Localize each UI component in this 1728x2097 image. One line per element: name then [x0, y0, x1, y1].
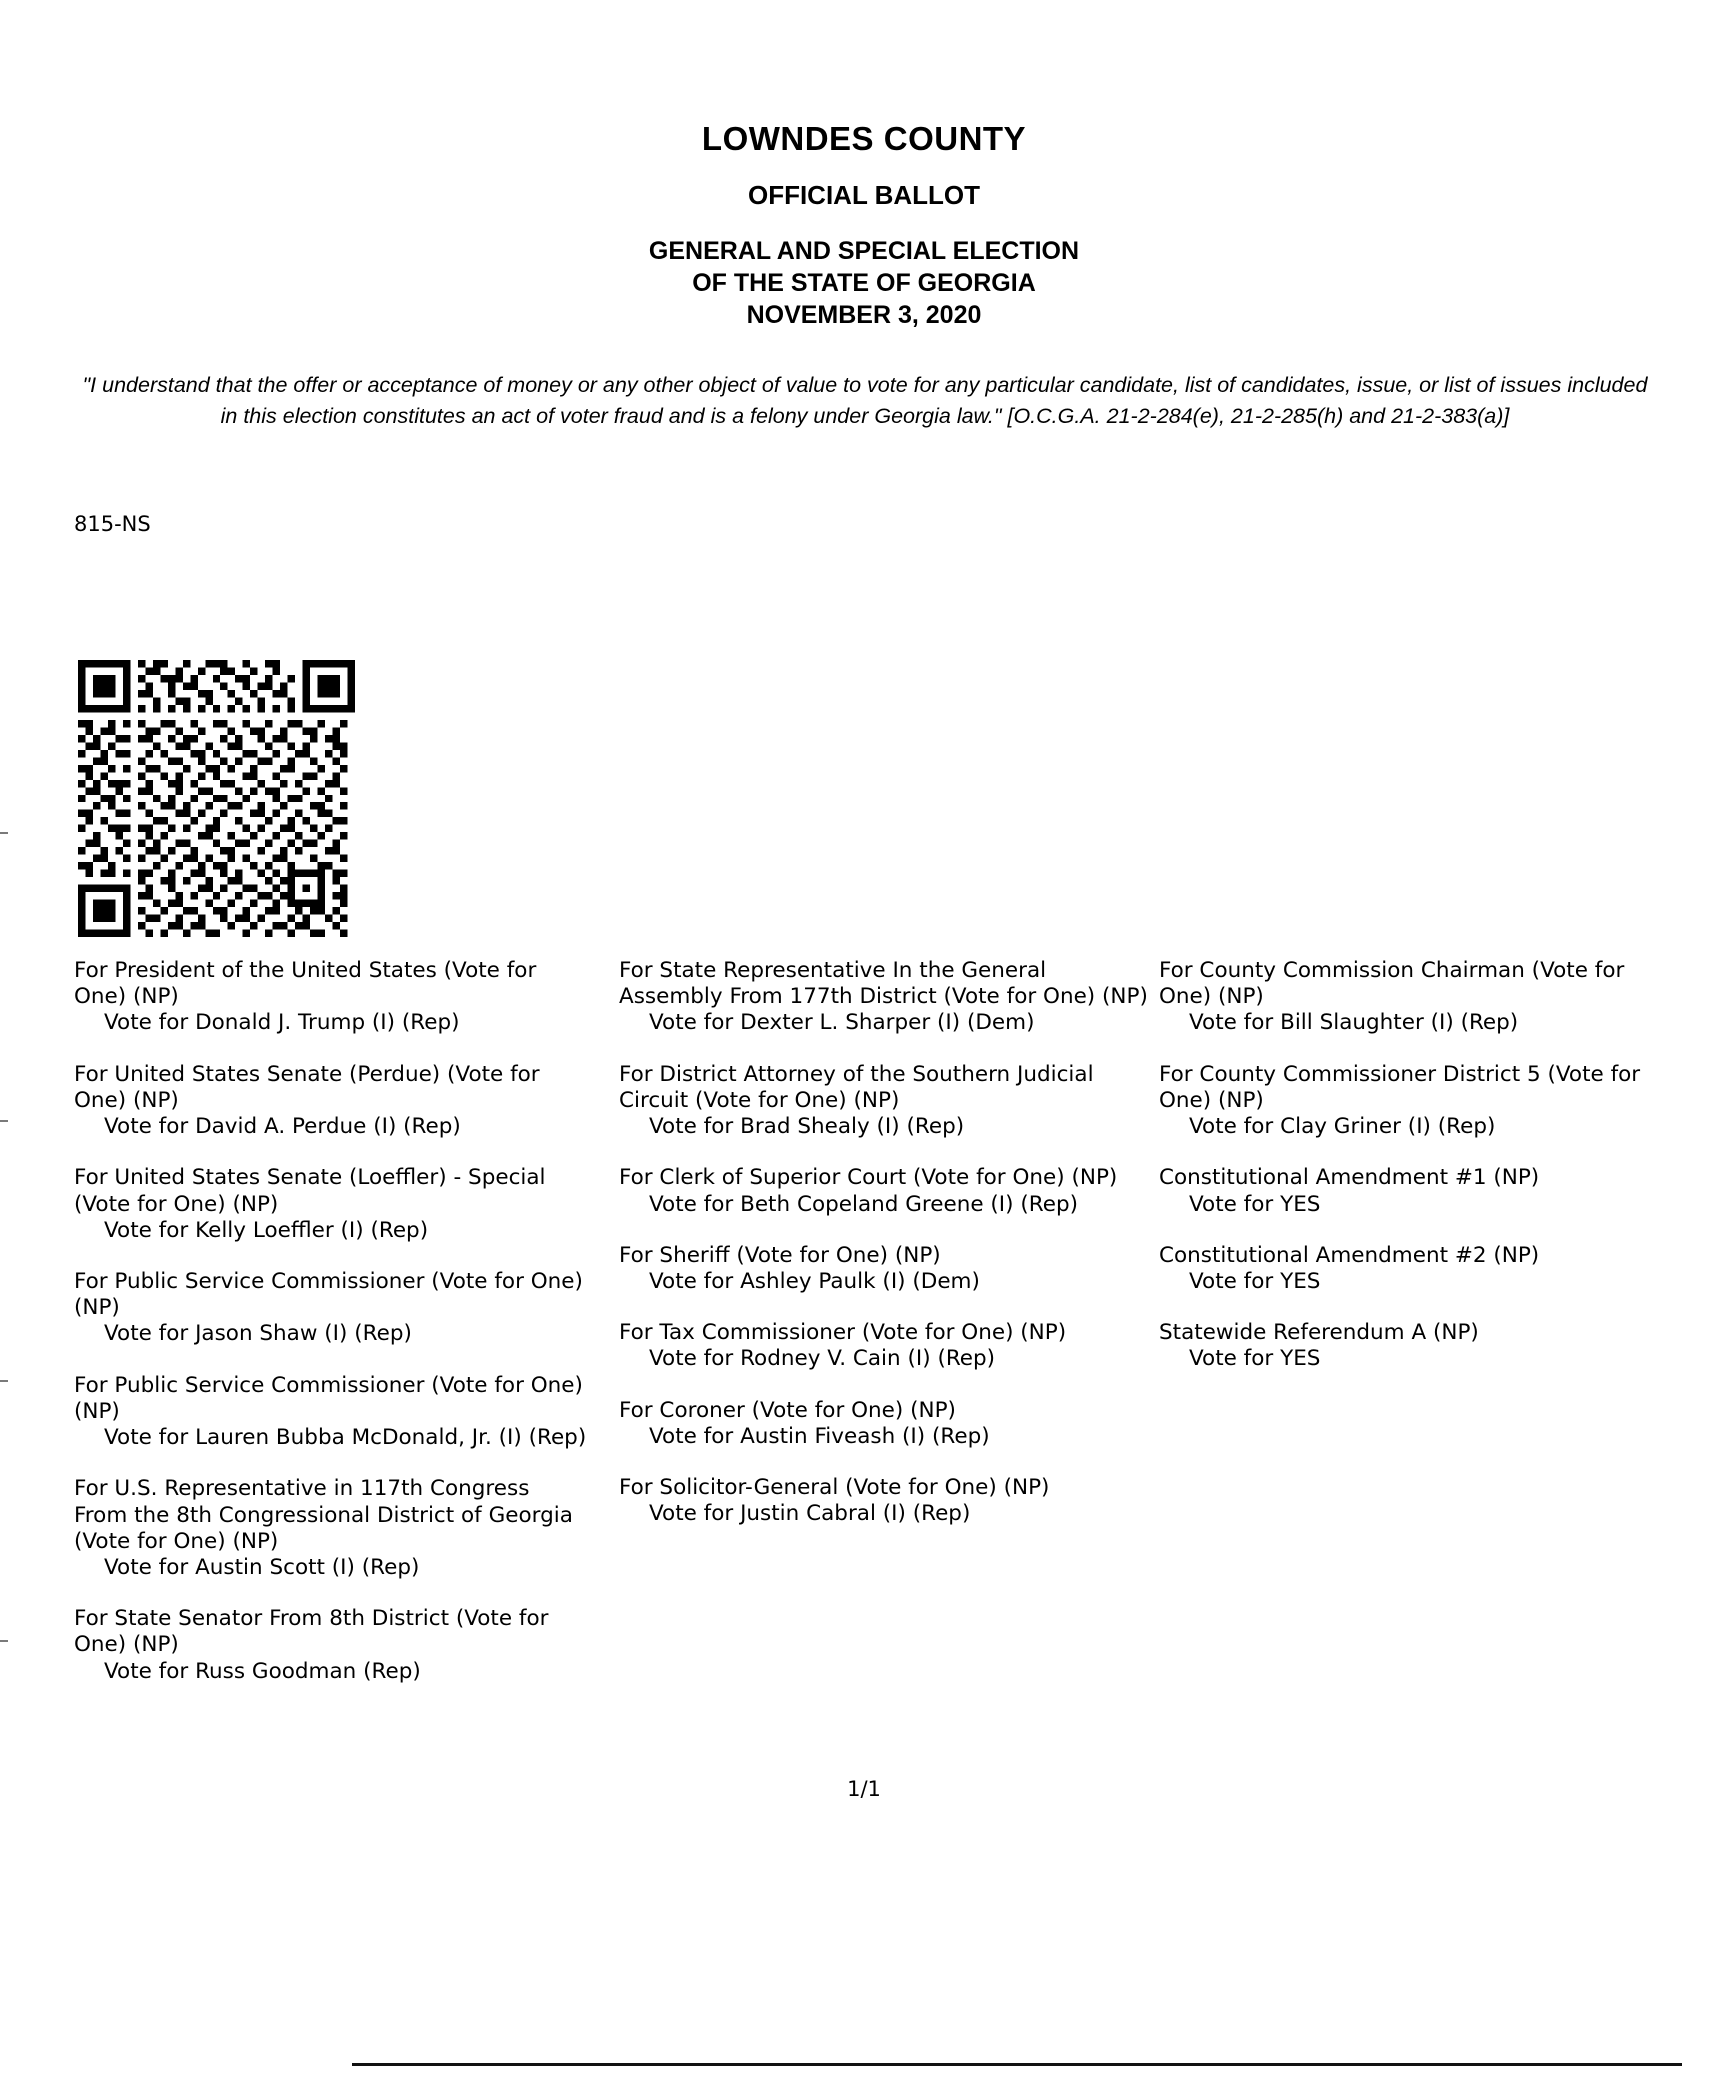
contest-column-1 — [74, 958, 589, 1710]
contest-title: For District Attorney of the Southern Judicial Circuit (Vote for One) (NP) — [619, 1061, 1094, 1113]
county-title: LOWNDES COUNTY — [701, 120, 1027, 157]
contest-clerk-of-superior-court — [619, 1165, 1149, 1217]
contest-choice: Vote for Ashley Paulk (I) (Dem) — [649, 1268, 980, 1294]
contest-title: For State Senator From 8th District (Vote for One) (NP) — [74, 1606, 549, 1658]
scan-edge-mark — [0, 1380, 8, 1382]
contest-us-senate-perdue — [74, 1062, 589, 1141]
contest-title: For State Representative In the General Assembly From 177th District (Vote for One) (NP) — [619, 958, 1148, 1010]
scan-edge-mark — [0, 832, 8, 834]
contest-tax-commissioner — [619, 1320, 1149, 1372]
contest-choice: Vote for Russ Goodman (Rep) — [104, 1658, 421, 1684]
contest-choice: Vote for Austin Scott (I) (Rep) — [104, 1554, 420, 1580]
contest-choice: Vote for Jason Shaw (I) (Rep) — [104, 1321, 412, 1347]
contest-title: For Solicitor-General (Vote for One) (NP) — [619, 1475, 1050, 1501]
contest-county-commission-chairman — [1159, 958, 1659, 1037]
contest-state-representative-177th — [619, 958, 1149, 1037]
contest-choice: Vote for Dexter L. Sharper (I) (Dem) — [649, 1010, 1035, 1036]
ballot-type-title: OFFICIAL BALLOT — [747, 180, 981, 210]
contest-title: Constitutional Amendment #1 (NP) — [1159, 1165, 1540, 1191]
contest-title: For Clerk of Superior Court (Vote for One) (NP) — [619, 1165, 1118, 1191]
contest-title: For County Commissioner District 5 (Vote for One) (NP) — [1159, 1061, 1641, 1113]
contest-title: For Public Service Commissioner (Vote for One) (NP) — [74, 1268, 583, 1321]
election-title-line1: GENERAL AND SPECIAL ELECTION — [648, 237, 1080, 265]
contest-title: For Sheriff (Vote for One) (NP) — [619, 1242, 941, 1268]
contest-title: For U.S. Representative in 117th Congress From the 8th Congressional District of Georgia (Vote for One) (NP) — [74, 1476, 573, 1554]
contest-title: For Coroner (Vote for One) (NP) — [619, 1397, 956, 1423]
contest-choice: Vote for Brad Shealy (I) (Rep) — [649, 1114, 965, 1140]
contest-choice: Vote for Clay Griner (I) (Rep) — [1189, 1114, 1496, 1140]
election-title-line2: OF THE STATE OF GEORGIA — [692, 269, 1036, 297]
election-date: NOVEMBER 3, 2020 — [746, 301, 982, 329]
contest-title: For President of the United States (Vote for One) (NP) — [74, 958, 537, 1010]
contest-coroner — [619, 1398, 1149, 1450]
contest-column-2 — [619, 958, 1149, 1553]
scan-edge-mark — [0, 1120, 8, 1122]
scan-edge-mark — [0, 1640, 8, 1642]
contest-choice: Vote for Kelly Loeffler (I) (Rep) — [104, 1217, 429, 1243]
qr-code-icon — [78, 660, 355, 937]
contest-choice: Vote for Rodney V. Cain (I) (Rep) — [649, 1346, 996, 1372]
page-bottom-rule — [352, 2063, 1682, 2066]
contest-constitutional-amendment-1 — [1159, 1165, 1659, 1217]
page-number: 1/1 — [847, 1777, 881, 1801]
contest-title: For United States Senate (Loeffler) - Special (Vote for One) (NP) — [74, 1165, 546, 1217]
ballot-header — [0, 120, 1728, 331]
contest-president — [74, 958, 589, 1037]
contest-choice: Vote for YES — [1189, 1191, 1321, 1217]
contest-title: Statewide Referendum A (NP) — [1159, 1320, 1479, 1346]
contest-column-3 — [1159, 958, 1659, 1398]
contest-choice: Vote for YES — [1189, 1346, 1321, 1372]
election-title — [0, 235, 1728, 331]
contest-choice: Vote for Donald J. Trump (I) (Rep) — [104, 1010, 460, 1036]
contest-district-attorney — [619, 1062, 1149, 1141]
contest-choice: Vote for Lauren Bubba McDonald, Jr. (I) (Rep) — [104, 1425, 587, 1451]
contest-constitutional-amendment-2 — [1159, 1243, 1659, 1295]
contest-title: For Tax Commissioner (Vote for One) (NP) — [619, 1320, 1067, 1346]
contest-choice: Vote for David A. Perdue (I) (Rep) — [104, 1114, 461, 1140]
voter-fraud-oath: "I understand that the offer or acceptance of money or any other object of value to vote for any particular candidate, list of candidates, issue, or list of issues included in this election constitutes an act of voter fraud and is a felony under Georgia law." [O.C.G.A. 21-2-284(e), 21-2-285(h) and 21-2-383(a)] — [82, 373, 1648, 428]
contest-title: Constitutional Amendment #2 (NP) — [1159, 1242, 1540, 1268]
contest-statewide-referendum-a — [1159, 1320, 1659, 1372]
contest-title: For United States Senate (Perdue) (Vote for One) (NP) — [74, 1061, 540, 1113]
contest-title: For County Commission Chairman (Vote for One) (NP) — [1159, 958, 1625, 1010]
contest-county-commissioner-district-5 — [1159, 1062, 1659, 1141]
contest-sheriff — [619, 1243, 1149, 1295]
contest-public-service-commissioner-2 — [74, 1373, 589, 1452]
contest-public-service-commissioner-1 — [74, 1269, 589, 1348]
contest-choice: Vote for Austin Fiveash (I) (Rep) — [649, 1423, 990, 1449]
contest-choice: Vote for YES — [1189, 1268, 1321, 1294]
contest-us-senate-loeffler-special — [74, 1165, 589, 1244]
contest-choice: Vote for Justin Cabral (I) (Rep) — [649, 1501, 971, 1527]
contest-choice: Vote for Bill Slaughter (I) (Rep) — [1189, 1010, 1519, 1036]
contest-title: For Public Service Commissioner (Vote for One) (NP) — [74, 1372, 583, 1424]
contest-state-senator-8th — [74, 1606, 589, 1685]
contest-choice: Vote for Beth Copeland Greene (I) (Rep) — [649, 1191, 1078, 1217]
ballot-style-id: 815-NS — [74, 512, 151, 536]
contest-us-representative-8th — [74, 1476, 589, 1581]
contest-solicitor-general — [619, 1475, 1149, 1527]
